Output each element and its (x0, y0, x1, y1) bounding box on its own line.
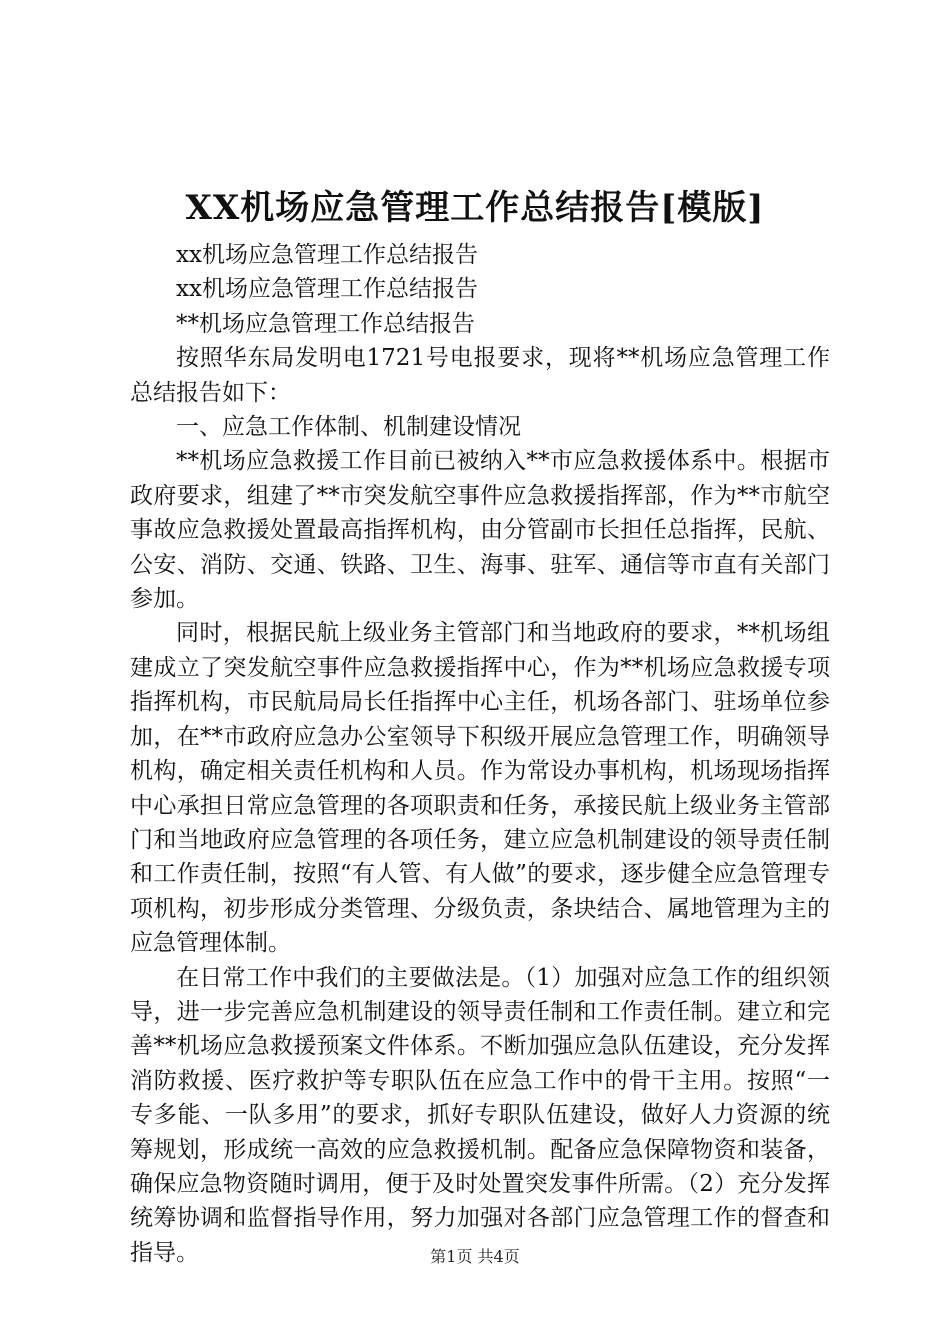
document-title: XX机场应急管理工作总结报告[模版] (185, 188, 765, 228)
document-body (130, 238, 830, 1270)
subtitle-line: **机场应急管理工作总结报告 (176, 310, 475, 337)
subtitle-line: xx机场应急管理工作总结报告 (176, 242, 478, 268)
intro-paragraph: 按照华东局发明电1721号电报要求，现将**机场应急管理工作总结报告如下： (130, 345, 830, 406)
body-paragraph: 同时，根据民航上级业务主管部门和当地政府的要求，**机场组建成立了突发航空事件应急救援指挥中心，作为**机场应急救援专项指挥机构，市民航局局长任指挥中心主任，机场各部门、驻场单位参加，在**市政府应急办公室领导下积级开展应急管理工作，明确领导机构，确定相关责任机构和人员。作为常设办事机构，机场现场指挥中心承担日常应急管理的各项职责和任务，承接民航上级业务主管部门和当地政府应急管理的各项任务，建立应急机制建设的领导责任制和工作责任制，按照“有人管、有人做”的要求，逐步健全应急管理专项机构，初步形成分类管理、分级负责，条块结合、属地管理为主的应急管理体制。 (130, 620, 830, 957)
page-footer: 第1页 共4页 (430, 1247, 520, 1266)
section-heading: 一、应急工作体制、机制建设情况 (176, 414, 521, 441)
body-paragraph: 在日常工作中我们的主要做法是。（1）加强对应急工作的组织领导，进一步完善应急机制建设的领导责任制和工作责任制。建立和完善**机场应急救援预案文件体系。不断加强应急队伍建设，充分发挥消防救援、医疗救护等专职队伍在应急工作中的骨干主用。按照“一专多能、一队多用”的要求，抓好专职队伍建设，做好人力资源的统筹规划，形成统一高效的应急救援机制。配备应急保障物资和装备，确保应急物资随时调用，便于及时处置突发事件所需。（2）充分发挥统筹协调和监督指导作用，努力加强对各部门应急管理工作的督查和指导。 (130, 964, 830, 1266)
body-paragraph: **机场应急救援工作目前已被纳入**市应急救援体系中。根据市政府要求，组建了**市突发航空事件应急救援指挥部，作为**市航空事故应急救援处置最高指挥机构，由分管副市长担任总指挥，民航、公安、消防、交通、铁路、卫生、海事、驻军、通信等市直有关部门参加。 (130, 448, 830, 613)
subtitle-line: xx机场应急管理工作总结报告 (176, 276, 478, 303)
